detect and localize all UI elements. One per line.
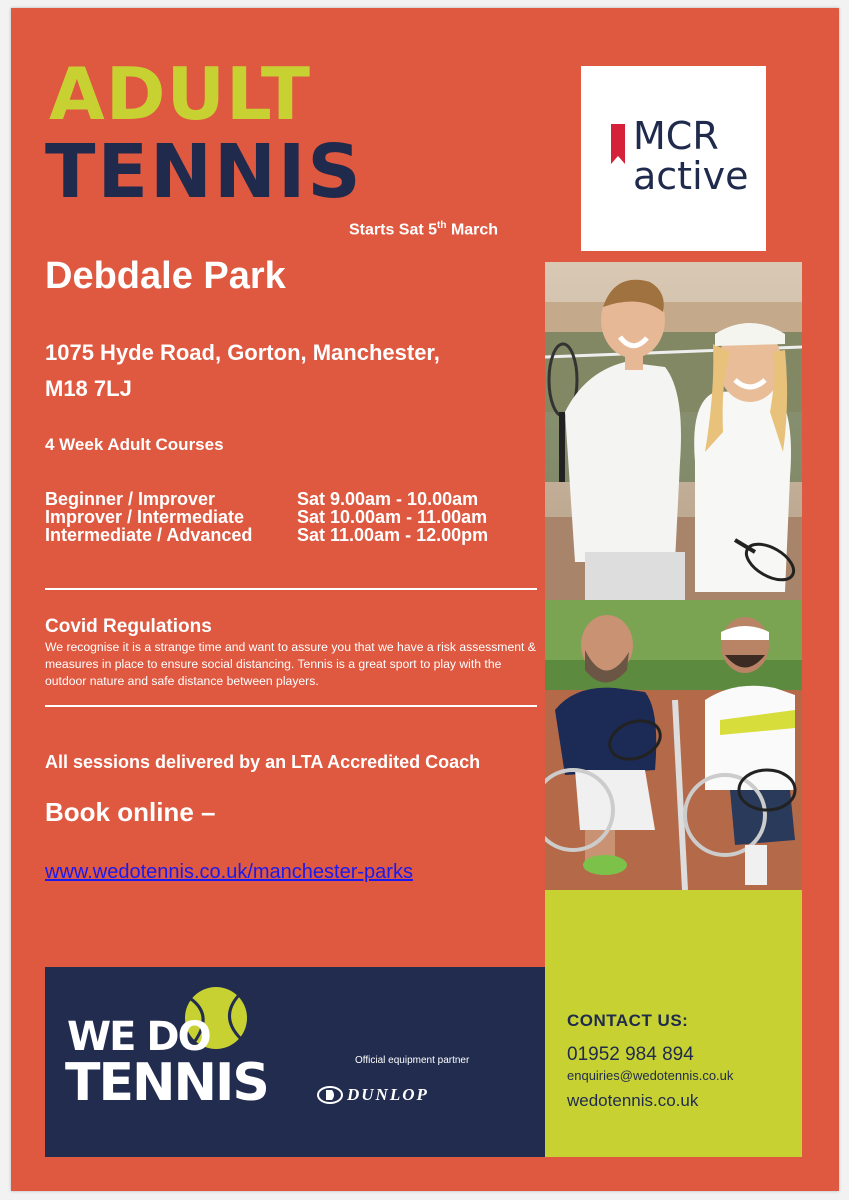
photo-couple-image (545, 262, 802, 600)
headline-adult: ADULT (49, 52, 312, 136)
start-date-prefix: Starts Sat 5 (349, 221, 438, 239)
dunlop-logo (317, 1085, 429, 1105)
book-online-label: Book online – (45, 797, 216, 827)
photo-couple (545, 262, 802, 600)
mcr-active-wordmark (633, 116, 749, 196)
brand-panel (45, 967, 545, 1157)
address-line-2: M18 7LJ (45, 376, 132, 401)
partner-label: Official equipment partner (355, 1055, 470, 1066)
wedo-line-2: TENNIS (65, 1053, 268, 1113)
booking-link[interactable]: www.wedotennis.co.uk/manchester-parks (45, 861, 413, 883)
schedule-time: Sat 10.00am - 11.00am (297, 507, 488, 527)
headline-tennis: TENNIS (45, 129, 363, 215)
schedule-time: Sat 11.00am - 12.00pm (297, 525, 489, 545)
logo-line-active: active (633, 154, 749, 198)
covid-body: We recognise it is a strange time and want to assure you that we have a risk assessment & measures in place to ensure social distancing. Tennis is a great sport to play with the outdoor nature and safe distance between players. (45, 640, 536, 688)
dunlop-d-icon (317, 1086, 343, 1104)
courses-heading: 4 Week Adult Courses (45, 435, 224, 454)
course-schedule (45, 490, 488, 544)
coach-note: All sessions delivered by an LTA Accredited Coach (45, 752, 481, 772)
schedule-level: Improver / Intermediate (45, 507, 245, 527)
photo-wheelchair-players (545, 600, 802, 890)
address-line-1: 1075 Hyde Road, Gorton, Manchester, (45, 340, 440, 365)
venue-name: Debdale Park (45, 255, 286, 297)
schedule-time: Sat 9.00am - 10.00am (297, 489, 479, 509)
covid-title: Covid Regulations (45, 616, 212, 637)
logo-line-mcr: MCR (633, 114, 719, 158)
venue-address (45, 335, 525, 407)
contact-title: CONTACT US: (567, 1011, 689, 1030)
start-date (349, 220, 498, 239)
mcr-active-logo (581, 66, 766, 251)
start-date-suffix: March (446, 221, 499, 239)
photo-wheelchair-image (545, 600, 802, 890)
divider-bottom (45, 705, 537, 707)
wedo-line-1: WE DO (67, 1014, 210, 1060)
schedule-level: Intermediate / Advanced (45, 525, 253, 545)
dunlop-wordmark: DUNLOP (347, 1085, 429, 1104)
schedule-row (45, 526, 488, 544)
contact-email[interactable]: enquiries@wedotennis.co.uk (567, 1068, 734, 1083)
schedule-row (45, 508, 488, 526)
contact-website[interactable]: wedotennis.co.uk (567, 1091, 699, 1110)
contact-phone[interactable]: 01952 984 894 (567, 1044, 694, 1065)
start-date-ordinal: th (437, 220, 447, 231)
poster (11, 8, 839, 1191)
contact-panel (545, 890, 802, 1157)
divider-top (45, 588, 537, 590)
schedule-row (45, 490, 488, 508)
schedule-level: Beginner / Improver (45, 489, 216, 509)
mcr-bookmark-icon (611, 124, 625, 164)
